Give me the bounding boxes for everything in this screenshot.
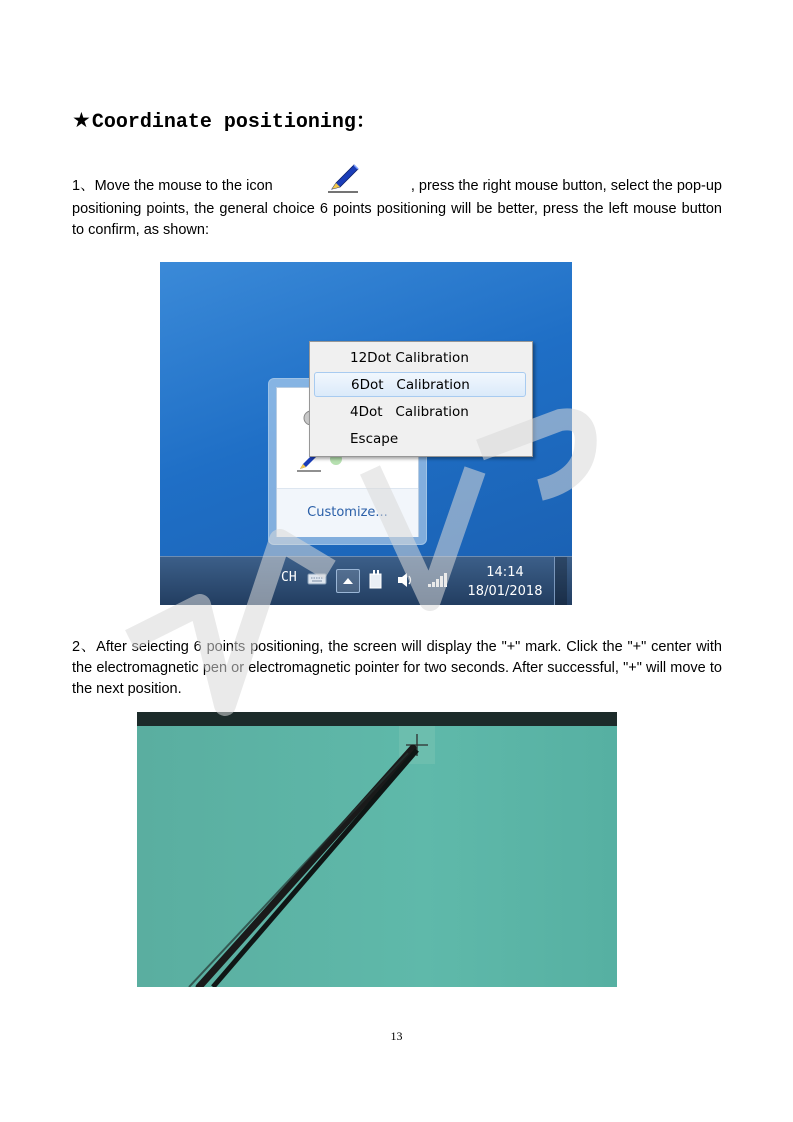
step-1-suffix: , press the right mouse button, select the pop-up <box>410 178 722 194</box>
taskbar-clock[interactable] <box>460 563 550 601</box>
chevron-up-icon <box>337 570 359 592</box>
section-heading <box>72 104 376 134</box>
device-icon[interactable] <box>367 569 385 591</box>
clock-time: 14:14 <box>486 565 524 580</box>
volume-icon[interactable] <box>396 571 416 589</box>
taskbar <box>160 556 572 605</box>
tray-customize-link[interactable]: Customize... <box>277 488 418 537</box>
calibration-context-menu <box>309 341 533 457</box>
star-icon: ★ <box>72 108 91 132</box>
menu-item-12dot[interactable]: 12Dot Calibration <box>350 350 469 366</box>
step-1-paragraph <box>72 170 722 241</box>
section-heading-text: Coordinate positioning： <box>91 111 376 134</box>
pen-icon <box>324 161 360 197</box>
page-number: 13 <box>390 1029 403 1043</box>
step-1-prefix: 1、Move the mouse to the icon <box>72 178 273 194</box>
calibration-screen-photo <box>137 712 617 987</box>
show-hidden-icons-button[interactable] <box>336 569 360 593</box>
menu-item-6dot[interactable]: 6Dot Calibration <box>314 372 526 397</box>
pen-photo-illustration <box>137 712 617 987</box>
step-1-rest: positioning points, the general choice 6 points positioning will be better, press the left mouse button to confirm, as shown: <box>72 201 722 238</box>
clock-date: 18/01/2018 <box>467 584 543 599</box>
show-desktop-button[interactable] <box>554 557 567 605</box>
step-2-paragraph: 2、After selecting 6 points positioning, the screen will display the "+" mark. Click the "+" center with the electromagnetic pen or electromagnetic pointer for two seconds. After successful, "+" will move to the next position. <box>72 639 722 697</box>
network-signal-icon[interactable] <box>426 571 448 589</box>
calibration-menu-screenshot <box>160 262 572 605</box>
keyboard-icon[interactable] <box>307 572 327 586</box>
menu-item-4dot[interactable]: 4Dot Calibration <box>350 404 469 420</box>
menu-item-escape[interactable]: Escape <box>350 431 399 447</box>
language-indicator[interactable]: CH <box>281 570 297 585</box>
